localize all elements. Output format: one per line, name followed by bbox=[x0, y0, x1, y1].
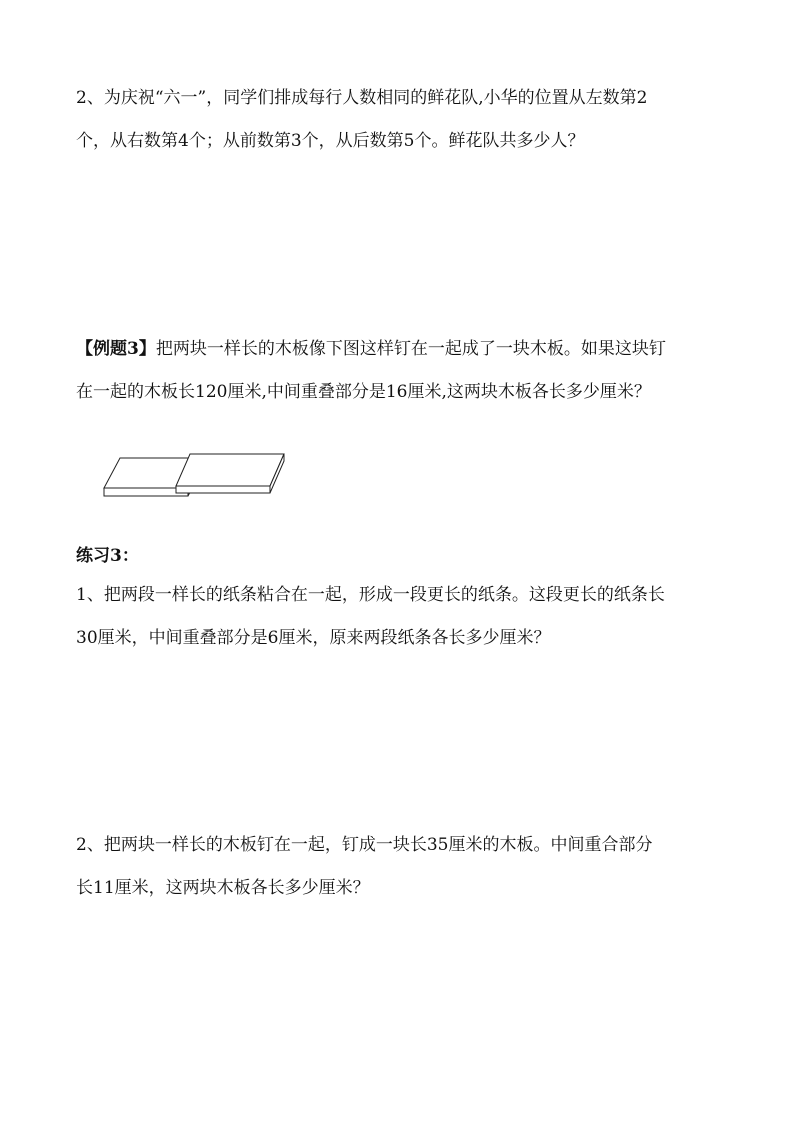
example3-label: 【例题3】 bbox=[76, 339, 156, 359]
practice3-q2-line1: 2、把两块一样长的木板钉在一起，钉成一块长35厘米的木板。中间重合部分 bbox=[76, 835, 653, 855]
practice3-q2-line2: 长11厘米，这两块木板各长多少厘米？ bbox=[76, 878, 370, 898]
example3-line1-text: 把两块一样长的木板像下图这样钉在一起成了一块木板。如果这块钉 bbox=[155, 339, 666, 359]
right-board-front bbox=[176, 486, 270, 493]
practice3-q1-line2: 30厘米，中间重叠部分是6厘米，原来两段纸条各长多少厘米？ bbox=[76, 628, 551, 648]
problem2-line2: 个，从右数第4个；从前数第3个，从后数第5个。鲜花队共多少人？ bbox=[76, 131, 585, 151]
left-board-front bbox=[104, 488, 188, 496]
practice3-heading: 练习3： bbox=[76, 546, 139, 566]
overlapping-boards-figure bbox=[100, 448, 300, 508]
practice3-q1-line1: 1、把两段一样长的纸条粘合在一起，形成一段更长的纸条。这段更长的纸条长 bbox=[76, 585, 665, 605]
right-board-top bbox=[176, 454, 284, 486]
example3-line2: 在一起的木板长120厘米,中间重叠部分是16厘米,这两块木板各长多少厘米？ bbox=[76, 382, 651, 402]
example3-line1 bbox=[76, 337, 726, 361]
problem2-line1: 2、为庆祝“六一”，同学们排成每行人数相同的鲜花队,小华的位置从左数第2 bbox=[76, 88, 648, 108]
